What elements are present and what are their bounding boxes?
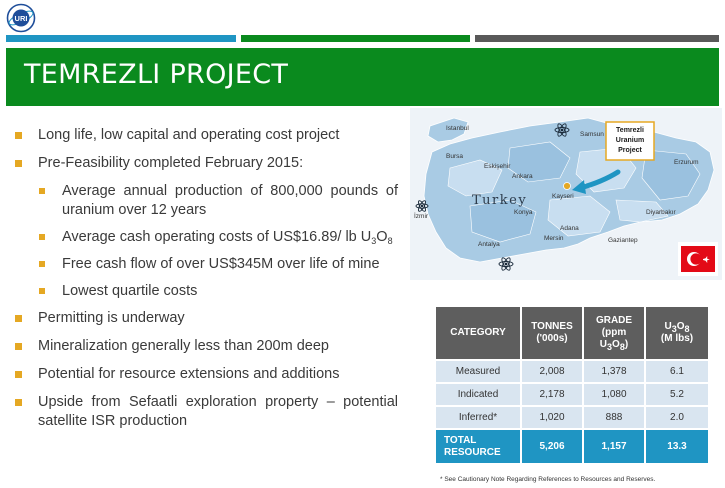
cell-grade: 888: [583, 406, 645, 429]
bullet-marker: [39, 261, 45, 267]
header-stripe-gray: [475, 35, 719, 42]
cell-u3o8: 5.2: [645, 383, 708, 406]
city-label: Adana: [560, 225, 579, 232]
cell-tonnes: 2,178: [521, 383, 583, 406]
bullet-item: Pre-Feasibility completed February 2015:: [12, 154, 402, 173]
city-label: Kayseri: [552, 193, 574, 200]
cell-grade: 1,080: [583, 383, 645, 406]
bullet-item: Upside from Sefaatli exploration property – potential satellite ISR production: [12, 393, 402, 431]
bullet-list: [12, 126, 402, 440]
turkish-flag-icon: [678, 242, 718, 276]
resource-table: [436, 307, 708, 463]
footnote: * See Cautionary Note Regarding References to Resources and Reserves.: [440, 476, 656, 483]
bullet-marker: [15, 343, 22, 350]
city-label: Diyarbakır: [646, 209, 676, 216]
city-label: Samsun: [580, 131, 604, 138]
header-stripe-green: [241, 35, 470, 42]
header-tonnes: TONNES ('000s): [521, 307, 583, 360]
sub-bullet-item: Lowest quartile costs: [12, 282, 402, 301]
header-stripe-blue: [6, 35, 236, 42]
cell-u3o8: 13.3: [645, 429, 708, 463]
bullet-marker: [15, 315, 22, 322]
cell-grade: 1,378: [583, 360, 645, 383]
bullet-marker: [39, 234, 45, 240]
bullet-item: Potential for resource extensions and additions: [12, 365, 402, 384]
sub-bullet-item: Average cash operating costs of US$16.89/ lb $U_3O_8$: [12, 228, 402, 247]
city-label: Mersin: [544, 235, 564, 242]
bullet-item: Permitting is underway: [12, 309, 402, 328]
header-grade: GRADE (ppm $U_3O_8$): [583, 307, 645, 360]
logo-text: URI: [14, 14, 28, 23]
cell-u3o8: 6.1: [645, 360, 708, 383]
table-row: [436, 383, 708, 406]
city-label: Bursa: [446, 153, 463, 160]
city-label: Antalya: [478, 241, 500, 248]
cell-category: TOTAL RESOURCE: [436, 429, 521, 463]
bullet-marker: [15, 132, 22, 139]
country-label: Turkey: [472, 193, 528, 208]
table-total-row: [436, 429, 708, 463]
city-label: Istanbul: [446, 125, 469, 132]
callout-line: Uranium: [615, 137, 645, 144]
bullet-marker: [39, 288, 45, 294]
bullet-item: Long life, low capital and operating cost project: [12, 126, 402, 145]
cell-tonnes: 1,020: [521, 406, 583, 429]
title-bar: [6, 48, 719, 106]
city-label: Gaziantep: [608, 237, 638, 244]
uri-logo: [6, 3, 36, 33]
table-header-row: [436, 307, 708, 360]
header-category: CATEGORY: [436, 307, 521, 360]
cell-category: Measured: [436, 360, 521, 383]
project-marker: [564, 183, 571, 190]
cell-tonnes: 2,008: [521, 360, 583, 383]
city-label: İzmir: [414, 213, 429, 220]
sub-bullet-item: Free cash flow of over US$345M over life of mine: [12, 255, 402, 274]
cell-tonnes: 5,206: [521, 429, 583, 463]
city-label: Eskişehir: [484, 163, 511, 170]
header-u3o8: $U_3O_8$ (M lbs): [645, 307, 708, 360]
cell-category: Inferred*: [436, 406, 521, 429]
city-label: Konya: [514, 209, 533, 216]
sub-bullet-item: Average annual production of 800,000 pounds of uranium over 12 years: [12, 182, 402, 220]
table-row: [436, 360, 708, 383]
callout-line: Temrezli: [616, 127, 644, 134]
bullet-item: Mineralization generally less than 200m deep: [12, 337, 402, 356]
table-row: [436, 406, 708, 429]
bullet-marker: [39, 188, 45, 194]
city-label: Erzurum: [674, 159, 699, 166]
bullet-marker: [15, 371, 22, 378]
page-title: TEMREZLI PROJECT: [24, 59, 289, 90]
turkey-map: [410, 108, 722, 280]
callout-line: Project: [618, 147, 642, 154]
bullet-marker: [15, 399, 22, 406]
cell-u3o8: 2.0: [645, 406, 708, 429]
cell-category: Indicated: [436, 383, 521, 406]
city-label: Ankara: [512, 173, 533, 180]
cell-grade: 1,157: [583, 429, 645, 463]
bullet-marker: [15, 160, 22, 167]
